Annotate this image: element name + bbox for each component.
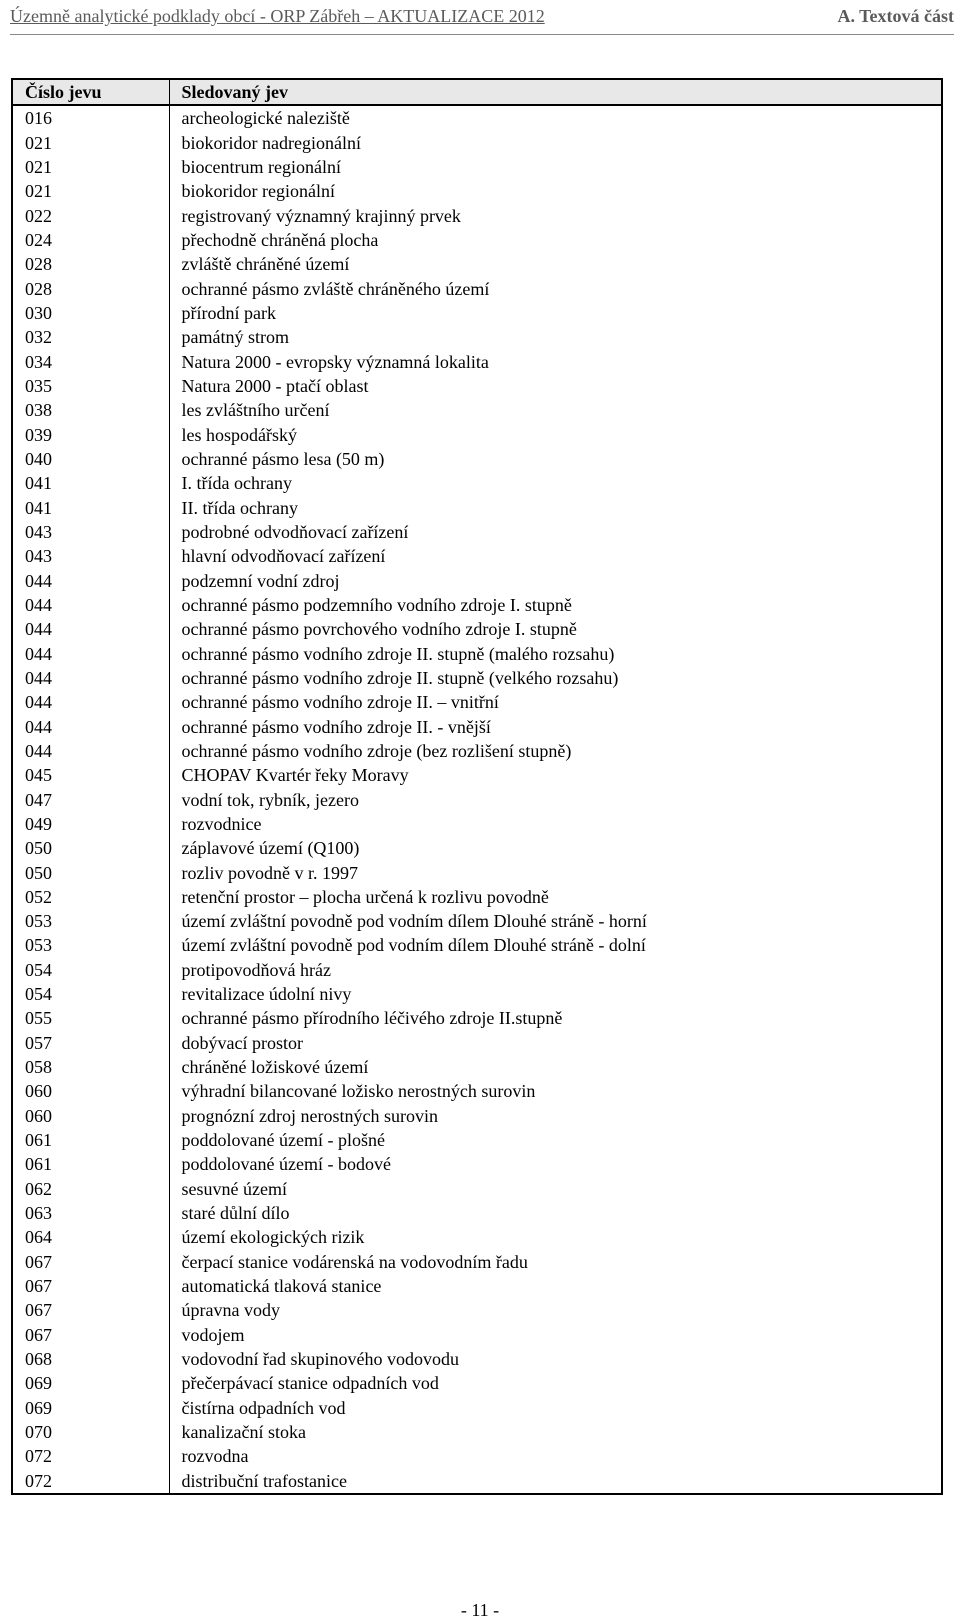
phenomenon-code: 044: [12, 715, 169, 739]
table-row: [12, 1371, 942, 1395]
table-row: [12, 228, 942, 252]
table-row: [12, 252, 942, 276]
phenomenon-name: výhradní bilancované ložisko nerostných surovin: [169, 1079, 942, 1103]
phenomenon-name: poddolované území - bodové: [169, 1152, 942, 1176]
table-row: [12, 642, 942, 666]
table-row: [12, 1469, 942, 1494]
table-row: [12, 496, 942, 520]
phenomenon-name: přečerpávací stanice odpadních vod: [169, 1371, 942, 1395]
phenomenon-name: rozvodna: [169, 1444, 942, 1468]
phenomenon-name: Natura 2000 - evropsky významná lokalita: [169, 350, 942, 374]
table-row: [12, 447, 942, 471]
phenomenon-name: Natura 2000 - ptačí oblast: [169, 374, 942, 398]
phenomenon-code: 043: [12, 520, 169, 544]
table-row: [12, 325, 942, 349]
table-row: [12, 1079, 942, 1103]
table-row: [12, 788, 942, 812]
phenomenon-name: ochranné pásmo vodního zdroje II. – vnitřní: [169, 690, 942, 714]
phenomenon-name: rozvodnice: [169, 812, 942, 836]
phenomenon-name: registrovaný významný krajinný prvek: [169, 204, 942, 228]
section-title: A. Textová část: [837, 6, 954, 26]
phenomenon-code: 053: [12, 933, 169, 957]
phenomenon-name: ochranné pásmo povrchového vodního zdroje I. stupně: [169, 617, 942, 641]
phenomenon-code: 045: [12, 763, 169, 787]
table-row: [12, 1177, 942, 1201]
table-row: [12, 277, 942, 301]
phenomenon-name: kanalizační stoka: [169, 1420, 942, 1444]
phenomenon-name: I. třída ochrany: [169, 471, 942, 495]
phenomenon-code: 044: [12, 569, 169, 593]
table-row: [12, 105, 942, 130]
table-row: [12, 1250, 942, 1274]
phenomenon-name: ochranné pásmo vodního zdroje II. stupně (velkého rozsahu): [169, 666, 942, 690]
phenomenon-code: 044: [12, 617, 169, 641]
phenomenon-code: 041: [12, 496, 169, 520]
phenomenon-name: vodojem: [169, 1323, 942, 1347]
table-row: [12, 958, 942, 982]
phenomenon-code: 067: [12, 1298, 169, 1322]
table-row: [12, 155, 942, 179]
table-row: [12, 836, 942, 860]
table-row: [12, 398, 942, 422]
phenomenon-name: staré důlní dílo: [169, 1201, 942, 1225]
phenomenon-name: podrobné odvodňovací zařízení: [169, 520, 942, 544]
phenomenon-code: 067: [12, 1250, 169, 1274]
table-row: [12, 666, 942, 690]
phenomenon-name: podzemní vodní zdroj: [169, 569, 942, 593]
phenomenon-code: 062: [12, 1177, 169, 1201]
phenomenon-code: 050: [12, 861, 169, 885]
phenomenon-name: rozliv povodně v r. 1997: [169, 861, 942, 885]
phenomenon-code: 021: [12, 179, 169, 203]
phenomenon-code: 038: [12, 398, 169, 422]
phenomenon-code: 061: [12, 1128, 169, 1152]
table-row: [12, 1323, 942, 1347]
page-number: - 11 -: [460, 1600, 500, 1620]
phenomenon-code: 044: [12, 642, 169, 666]
phenomenon-name: retenční prostor – plocha určená k rozlivu povodně: [169, 885, 942, 909]
table-row: [12, 204, 942, 228]
phenomenon-name: hlavní odvodňovací zařízení: [169, 544, 942, 568]
phenomenon-name: území zvláštní povodně pod vodním dílem Dlouhé stráně - dolní: [169, 933, 942, 957]
table-row: [12, 544, 942, 568]
table-row: [12, 1298, 942, 1322]
phenomenon-code: 060: [12, 1104, 169, 1128]
table-row: [12, 301, 942, 325]
phenomenon-code: 055: [12, 1006, 169, 1030]
phenomenon-name: památný strom: [169, 325, 942, 349]
table-row: [12, 179, 942, 203]
table-row: [12, 1055, 942, 1079]
column-header-code: Číslo jevu: [12, 79, 169, 105]
table-row: [12, 1152, 942, 1176]
phenomenon-code: 022: [12, 204, 169, 228]
phenomenon-code: 024: [12, 228, 169, 252]
table-row: [12, 1396, 942, 1420]
phenomenon-name: ochranné pásmo vodního zdroje II. - vnější: [169, 715, 942, 739]
table-row: [12, 715, 942, 739]
table-row: [12, 739, 942, 763]
table-row: [12, 861, 942, 885]
table-row: [12, 812, 942, 836]
table-row: [12, 982, 942, 1006]
phenomenon-name: přechodně chráněná plocha: [169, 228, 942, 252]
phenomenon-name: biokoridor nadregionální: [169, 131, 942, 155]
table-row: [12, 1006, 942, 1030]
phenomenon-code: 072: [12, 1469, 169, 1494]
phenomenon-code: 044: [12, 593, 169, 617]
table-row: [12, 909, 942, 933]
phenomenon-code: 047: [12, 788, 169, 812]
phenomenon-name: biokoridor regionální: [169, 179, 942, 203]
phenomenon-code: 052: [12, 885, 169, 909]
phenomenon-code: 034: [12, 350, 169, 374]
phenomenon-name: II. třída ochrany: [169, 496, 942, 520]
phenomenon-name: ochranné pásmo vodního zdroje (bez rozlišení stupně): [169, 739, 942, 763]
table-header-row: [12, 79, 942, 105]
page-header: [10, 4, 954, 30]
phenomenon-code: 049: [12, 812, 169, 836]
phenomenon-code: 044: [12, 739, 169, 763]
table-row: [12, 1444, 942, 1468]
table-row: [12, 1225, 942, 1249]
phenomenon-code: 072: [12, 1444, 169, 1468]
phenomenon-code: 044: [12, 690, 169, 714]
phenomenon-name: úpravna vody: [169, 1298, 942, 1322]
phenomenon-name: sesuvné území: [169, 1177, 942, 1201]
table-row: [12, 1031, 942, 1055]
phenomenon-name: přírodní park: [169, 301, 942, 325]
table-row: [12, 885, 942, 909]
phenomenon-name: biocentrum regionální: [169, 155, 942, 179]
phenomenon-code: 064: [12, 1225, 169, 1249]
table-row: [12, 690, 942, 714]
phenomenon-name: ochranné pásmo přírodního léčivého zdroje II.stupně: [169, 1006, 942, 1030]
phenomenon-code: 028: [12, 277, 169, 301]
phenomenon-code: 043: [12, 544, 169, 568]
table-row: [12, 1347, 942, 1371]
phenomenon-name: protipovodňová hráz: [169, 958, 942, 982]
phenomenon-name: les zvláštního určení: [169, 398, 942, 422]
table-row: [12, 350, 942, 374]
phenomenon-code: 028: [12, 252, 169, 276]
table-row: [12, 1274, 942, 1298]
phenomenon-name: zvláště chráněné území: [169, 252, 942, 276]
phenomenon-name: ochranné pásmo podzemního vodního zdroje I. stupně: [169, 593, 942, 617]
phenomenon-code: 067: [12, 1323, 169, 1347]
table-row: [12, 569, 942, 593]
table-row: [12, 593, 942, 617]
phenomenon-name: distribuční trafostanice: [169, 1469, 942, 1494]
phenomenon-code: 050: [12, 836, 169, 860]
phenomenon-code: 068: [12, 1347, 169, 1371]
document-title: Územně analytické podklady obcí - ORP Zábřeh – AKTUALIZACE 2012: [10, 6, 545, 26]
table-row: [12, 1201, 942, 1225]
phenomenon-name: prognózní zdroj nerostných surovin: [169, 1104, 942, 1128]
phenomenon-code: 067: [12, 1274, 169, 1298]
table-row: [12, 374, 942, 398]
table-row: [12, 131, 942, 155]
phenomenon-code: 061: [12, 1152, 169, 1176]
table-row: [12, 1128, 942, 1152]
phenomenon-code: 039: [12, 423, 169, 447]
phenomenon-name: archeologické naleziště: [169, 105, 942, 130]
phenomenon-name: čerpací stanice vodárenská na vodovodním řadu: [169, 1250, 942, 1274]
phenomenon-code: 054: [12, 982, 169, 1006]
phenomenon-name: záplavové území (Q100): [169, 836, 942, 860]
phenomenon-code: 069: [12, 1371, 169, 1395]
phenomenon-code: 021: [12, 155, 169, 179]
phenomenon-code: 069: [12, 1396, 169, 1420]
phenomenon-code: 063: [12, 1201, 169, 1225]
phenomenon-name: revitalizace údolní nivy: [169, 982, 942, 1006]
phenomenon-name: ochranné pásmo lesa (50 m): [169, 447, 942, 471]
phenomenon-name: území ekologických rizik: [169, 1225, 942, 1249]
phenomenon-code: 054: [12, 958, 169, 982]
table-row: [12, 933, 942, 957]
phenomenon-code: 057: [12, 1031, 169, 1055]
column-header-phenomenon: Sledovaný jev: [169, 79, 942, 105]
phenomenon-name: ochranné pásmo vodního zdroje II. stupně (malého rozsahu): [169, 642, 942, 666]
phenomenon-name: území zvláštní povodně pod vodním dílem Dlouhé stráně - horní: [169, 909, 942, 933]
phenomenon-code: 070: [12, 1420, 169, 1444]
phenomenon-name: CHOPAV Kvartér řeky Moravy: [169, 763, 942, 787]
phenomenon-code: 035: [12, 374, 169, 398]
table-body: [12, 105, 942, 1494]
table-row: [12, 763, 942, 787]
phenomenon-code: 040: [12, 447, 169, 471]
phenomenon-code: 058: [12, 1055, 169, 1079]
table-row: [12, 1104, 942, 1128]
phenomenon-code: 032: [12, 325, 169, 349]
phenomenon-code: 030: [12, 301, 169, 325]
table-row: [12, 471, 942, 495]
phenomenon-code: 053: [12, 909, 169, 933]
phenomenon-name: chráněné ložiskové území: [169, 1055, 942, 1079]
phenomenon-name: automatická tlaková stanice: [169, 1274, 942, 1298]
phenomenon-name: les hospodářský: [169, 423, 942, 447]
phenomenon-name: vodovodní řad skupinového vodovodu: [169, 1347, 942, 1371]
phenomenon-name: vodní tok, rybník, jezero: [169, 788, 942, 812]
phenomenon-code: 021: [12, 131, 169, 155]
table-row: [12, 520, 942, 544]
phenomenon-code: 044: [12, 666, 169, 690]
phenomenon-code: 060: [12, 1079, 169, 1103]
phenomenon-code: 016: [12, 105, 169, 130]
table-row: [12, 423, 942, 447]
table-row: [12, 1420, 942, 1444]
phenomenon-name: ochranné pásmo zvláště chráněného území: [169, 277, 942, 301]
phenomenon-name: dobývací prostor: [169, 1031, 942, 1055]
phenomenon-name: poddolované území - plošné: [169, 1128, 942, 1152]
table-row: [12, 617, 942, 641]
header-divider: [10, 34, 954, 35]
phenomena-table: [11, 78, 943, 1495]
phenomenon-code: 041: [12, 471, 169, 495]
phenomenon-name: čistírna odpadních vod: [169, 1396, 942, 1420]
